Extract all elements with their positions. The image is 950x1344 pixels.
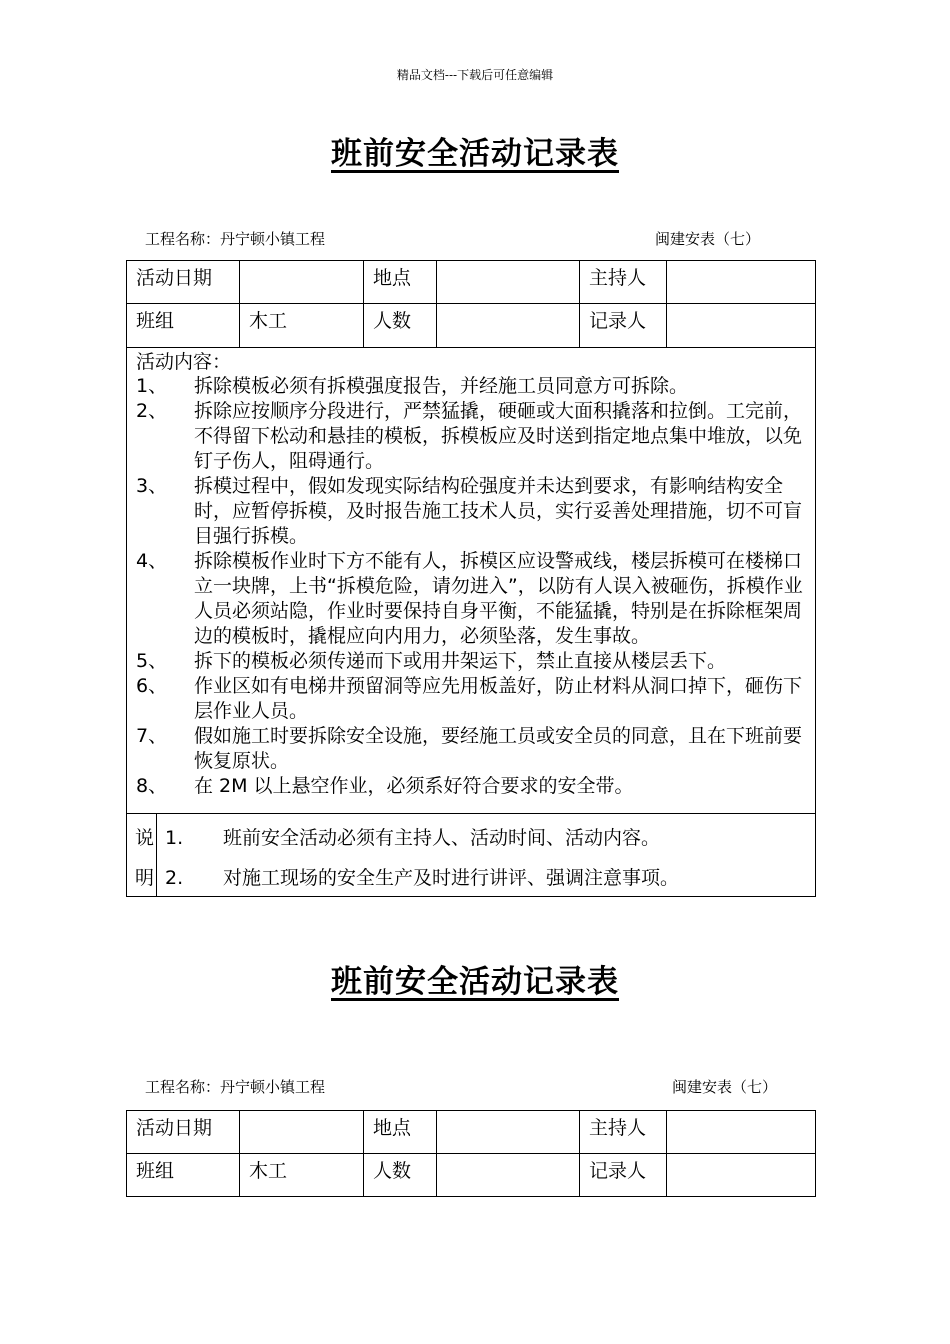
host-value[interactable] [667,261,816,304]
item-text: 在 2M 以上悬空作业，必须系好符合要求的安全带。 [194,775,634,797]
item-text: 拆除模板作业时下方不能有人，拆模区应设警戒线，楼层拆模可在楼梯口立一块牌，上书“拆模危险，请勿进入”，以防有人误入被砸伤，拆模作业人员必须站隐，作业时要保持自身平衡，不能猛撬，特别是在拆除框架周边的模板时，撬棍应向内用力，必须坠落，发生事故。 [194,550,803,647]
recorder-value[interactable] [667,1154,816,1197]
list-item [136,774,806,799]
list-item [136,549,806,649]
activity-date-value[interactable] [240,1111,364,1154]
note-item [165,818,815,858]
headcount-label: 人数 [364,1154,437,1197]
item-number: 8、 [136,775,168,797]
activity-date-label: 活动日期 [127,1111,240,1154]
activity-date-value[interactable] [240,261,364,304]
item-text: 假如施工时要拆除安全设施，要经施工员或安全员的同意，且在下班前要恢复原状。 [194,725,803,772]
item-number: 3、 [136,475,168,497]
item-number: 1、 [136,375,168,397]
list-item [136,674,806,724]
activity-record-table [126,1110,816,1197]
content-heading: 活动内容： [136,351,232,373]
item-text: 拆模过程中，假如发现实际结构砼强度并未达到要求，有影响结构安全时，应暂停拆模，及时报告施工技术人员，实行妥善处理措施，切不可盲目强行拆模。 [194,475,803,547]
note-number: 2. [165,867,184,889]
table-row [127,261,816,304]
recorder-label: 记录人 [580,304,667,348]
location-value[interactable] [437,1111,580,1154]
host-label: 主持人 [580,1111,667,1154]
host-label: 主持人 [580,261,667,304]
item-text: 拆除模板必须有拆模强度报告，并经施工员同意方可拆除。 [194,375,689,397]
team-value[interactable]: 木工 [240,1154,364,1197]
activity-content-cell [127,348,816,814]
location-value[interactable] [437,261,580,304]
table-row [127,1111,816,1154]
form-code: 闽建安表（七） [655,230,761,248]
item-text: 拆除应按顺序分段进行，严禁猛撬，硬砸或大面积撬落和拉倒。工完前，不得留下松动和悬挂的模板，拆模板应及时送到指定地点集中堆放，以免钉子伤人，阻碍通行。 [194,400,803,472]
team-label: 班组 [127,1154,240,1197]
content-row [127,348,816,814]
note-text: 对施工现场的安全生产及时进行讲评、强调注意事项。 [223,867,680,889]
activity-date-label: 活动日期 [127,261,240,304]
list-item [136,399,806,474]
notes-cell [127,814,816,897]
note-text: 班前安全活动必须有主持人、活动时间、活动内容。 [223,827,661,849]
team-label: 班组 [127,304,240,348]
table-row [127,304,816,348]
notes-row [127,814,816,897]
form-title: 班前安全活动记录表 [331,964,619,1000]
item-text: 拆下的模板必须传递而下或用井架运下，禁止直接从楼层丢下。 [194,650,727,672]
notes-label-char: 明 [135,867,155,889]
item-text: 作业区如有电梯井预留洞等应先用板盖好，防止材料从洞口掉下，砸伤下层作业人员。 [194,675,803,722]
notes-list [157,814,815,896]
item-number: 4、 [136,550,168,572]
team-value[interactable]: 木工 [240,304,364,348]
headcount-label: 人数 [364,304,437,348]
list-item [136,724,806,774]
note-number: 1. [165,827,184,849]
form-title: 班前安全活动记录表 [331,136,619,172]
header-note: 精品文档---下载后可任意编辑 [396,68,554,82]
note-item [165,858,815,898]
list-item [136,649,806,674]
location-label: 地点 [364,261,437,304]
location-label: 地点 [364,1111,437,1154]
headcount-value[interactable] [437,1154,580,1197]
form-code: 闽建安表（七） [672,1078,778,1096]
list-item [136,474,806,549]
item-number: 6、 [136,675,168,697]
item-number: 2、 [136,400,168,422]
notes-label-char: 说 [135,827,155,849]
recorder-label: 记录人 [580,1154,667,1197]
project-name: 工程名称：丹宁顿小镇工程 [145,1078,326,1096]
host-value[interactable] [667,1111,816,1154]
table-row [127,1154,816,1197]
item-number: 7、 [136,725,168,747]
notes-label [127,814,157,896]
project-name: 工程名称：丹宁顿小镇工程 [145,230,326,248]
list-item [136,374,806,399]
item-number: 5、 [136,650,168,672]
headcount-value[interactable] [437,304,580,348]
activity-record-table [126,260,816,897]
recorder-value[interactable] [667,304,816,348]
